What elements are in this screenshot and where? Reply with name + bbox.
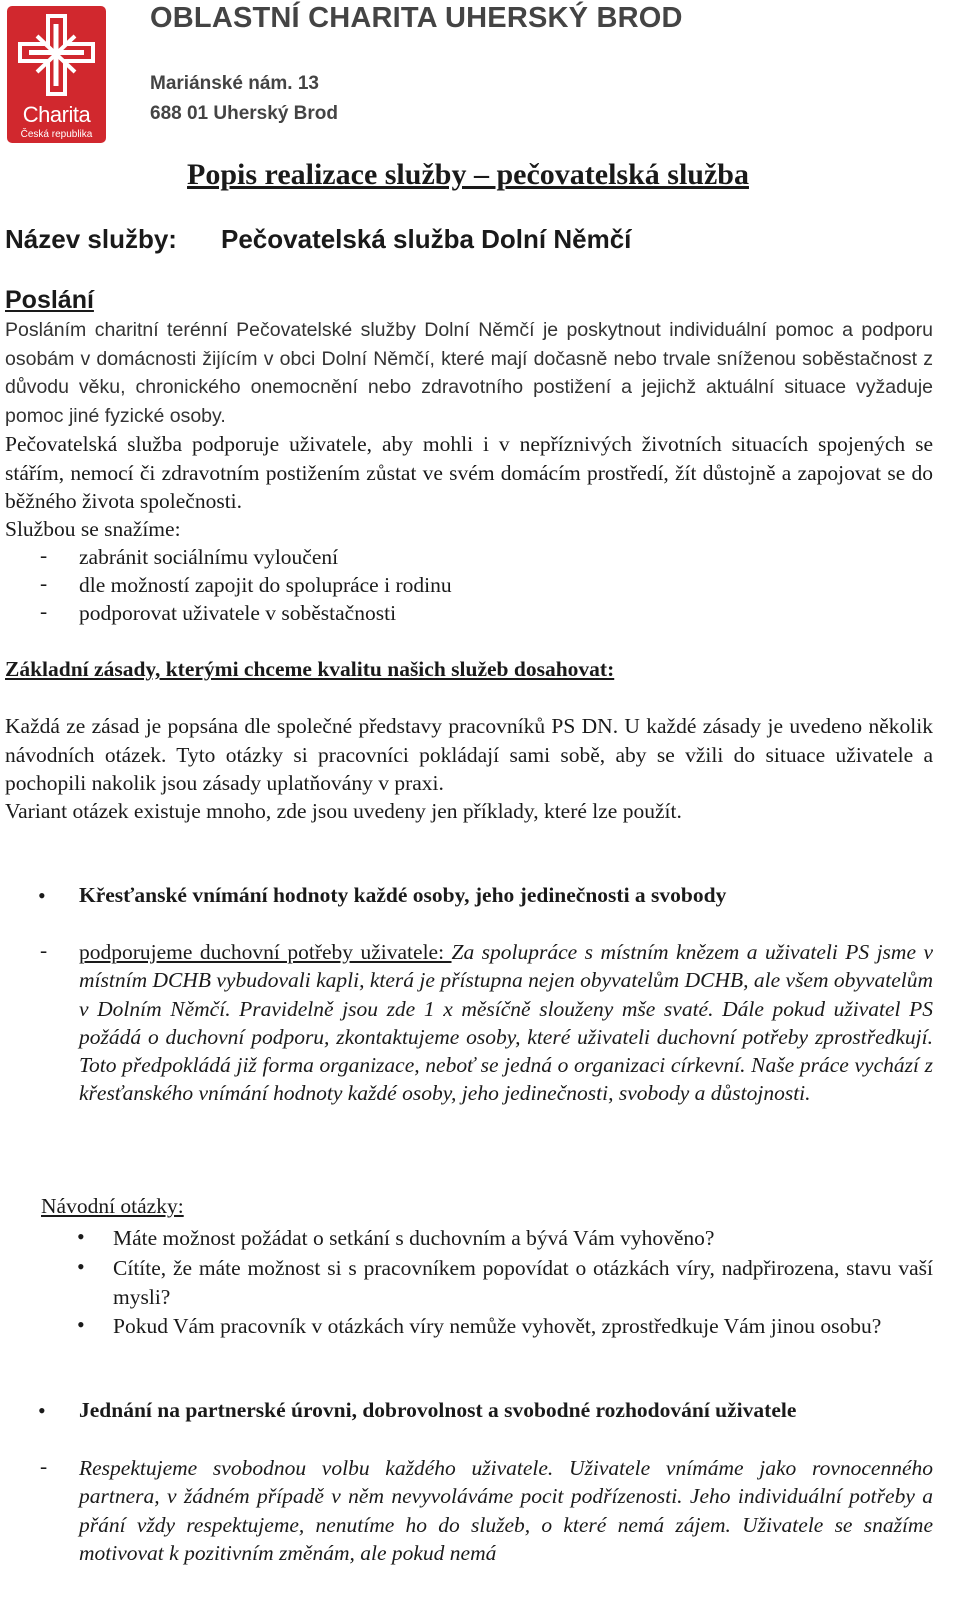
- logo-name: Charita: [22, 102, 91, 127]
- bullet: •: [38, 883, 46, 908]
- principle-text: Za spolupráce s místním knězem a uživateli PS jsme v místním DCHB vybudovali kapli, která je přístupna nejen obyvatelům DCHB, ale všem obyvatelům v Dolním Němčí. Pravidelně jsou zde 1 x měsíčně slouženy mše svaté. Dále pokud uživatel PS požádá o duchovní podporu, zkontaktujeme osoby, které uživateli duchovní potřeby zprostředkují. Toto předpokládá již forma organizace, neboť se jedná o organizaci církevní. Naše práce vychází z křesťanského vnímání hodnoty každé osoby, jeho jedinečnosti, svobody a důstojnosti.: [79, 940, 933, 1106]
- service-label: Název služby:: [5, 224, 177, 254]
- principle-description: [79, 938, 933, 1108]
- mission-paragraph: Posláním charitní terénní Pečovatelské služby Dolní Němčí je poskytnout individuální pomoc a podporu osobám v domácnosti žijícím v obci Dolní Němčí, které mají dočasně nebo trvale sníženou soběstačnost z důvodu věku, chronického onemocnění nebo zdravotního postižení a jejichž aktuální situace vyžaduje pomoc jiné fyzické osoby.: [5, 319, 933, 427]
- principles-heading: Základní zásady, kterými chceme kvalitu našich služeb dosahovat:: [5, 657, 615, 681]
- mission-heading: Poslání: [5, 286, 94, 314]
- list-dash: -: [40, 543, 48, 567]
- logo-subtitle: Česká republika: [20, 129, 93, 140]
- charita-logo: [7, 6, 106, 143]
- questions-label: Návodní otázky:: [41, 1194, 184, 1218]
- principles-note: Variant otázek existuje mnoho, zde jsou uvedeny jen příklady, které lze použít.: [5, 799, 682, 823]
- cross-icon: [7, 6, 106, 106]
- organization-name: OBLASTNÍ CHARITA UHERSKÝ BROD: [150, 2, 683, 34]
- bullet: •: [77, 1312, 85, 1337]
- principle-description: Respektujeme svobodnou volbu každého uživatele. Uživatele vnímáme jako rovnocenného partnera, v žádném případě v něm nevyvoláváme pocit podřízenosti. Jeho individuální potřeby a přání vždy respektujeme, nenutíme ho do služeb, o které nemá zájem. Uživatele se snažíme motivovat k pozitivním změnám, ale pokud nemá: [79, 1456, 933, 1565]
- principle-title: Jednání na partnerské úrovni, dobrovolnost a svobodné rozhodování uživatele: [79, 1398, 797, 1422]
- principle-title: Křesťanské vnímání hodnoty každé osoby, jeho jedinečnosti a svobody: [79, 883, 727, 907]
- address-city: 688 01 Uherský Brod: [150, 103, 338, 124]
- principle-lead: podporujeme duchovní potřeby uživatele:: [79, 940, 452, 964]
- goal-item: podporovat uživatele v soběstačnosti: [79, 601, 397, 625]
- support-paragraph: Pečovatelská služba podporuje uživatele, aby mohli i v nepříznivých životních situacích spojených se stářím, nemocí či zdravotním postižením zůstat ve svém domácím prostředí, žít důstojně a zapojovat se do běžného života společnosti.: [5, 432, 933, 513]
- list-dash: -: [40, 571, 48, 595]
- list-dash: -: [40, 1454, 48, 1478]
- goal-item: zabránit sociálnímu vyloučení: [79, 545, 339, 569]
- question-item: Pokud Vám pracovník v otázkách víry nemůže vyhovět, zprostředkuje Vám jinou osobu?: [113, 1314, 882, 1338]
- list-dash: -: [40, 938, 48, 962]
- list-dash: -: [40, 599, 48, 623]
- question-item: Cítíte, že máte možnost si s pracovníkem popovídat o otázkách víry, nadpřirozena, stavu vaší mysli?: [113, 1256, 933, 1309]
- goals-intro: Službou se snažíme:: [5, 517, 181, 541]
- page-title: Popis realizace služby – pečovatelská služba: [187, 158, 749, 191]
- bullet: •: [77, 1224, 85, 1249]
- bullet: •: [77, 1254, 85, 1279]
- address-street: Mariánské nám. 13: [150, 73, 319, 94]
- service-name: Pečovatelská služba Dolní Němčí: [221, 224, 632, 254]
- question-item: Máte možnost požádat o setkání s duchovním a bývá Vám vyhověno?: [113, 1226, 715, 1250]
- principles-intro: Každá ze zásad je popsána dle společné představy pracovníků PS DN. U každé zásady je uvedeno několik návodních otázek. Tyto otázky si pracovníci pokládají sami sobě, aby se vžili do situace uživatele a pochopili nakolik jsou zásady uplatňovány v praxi.: [5, 714, 933, 795]
- bullet: •: [38, 1398, 46, 1423]
- goal-item: dle možností zapojit do spolupráce i rodinu: [79, 573, 452, 597]
